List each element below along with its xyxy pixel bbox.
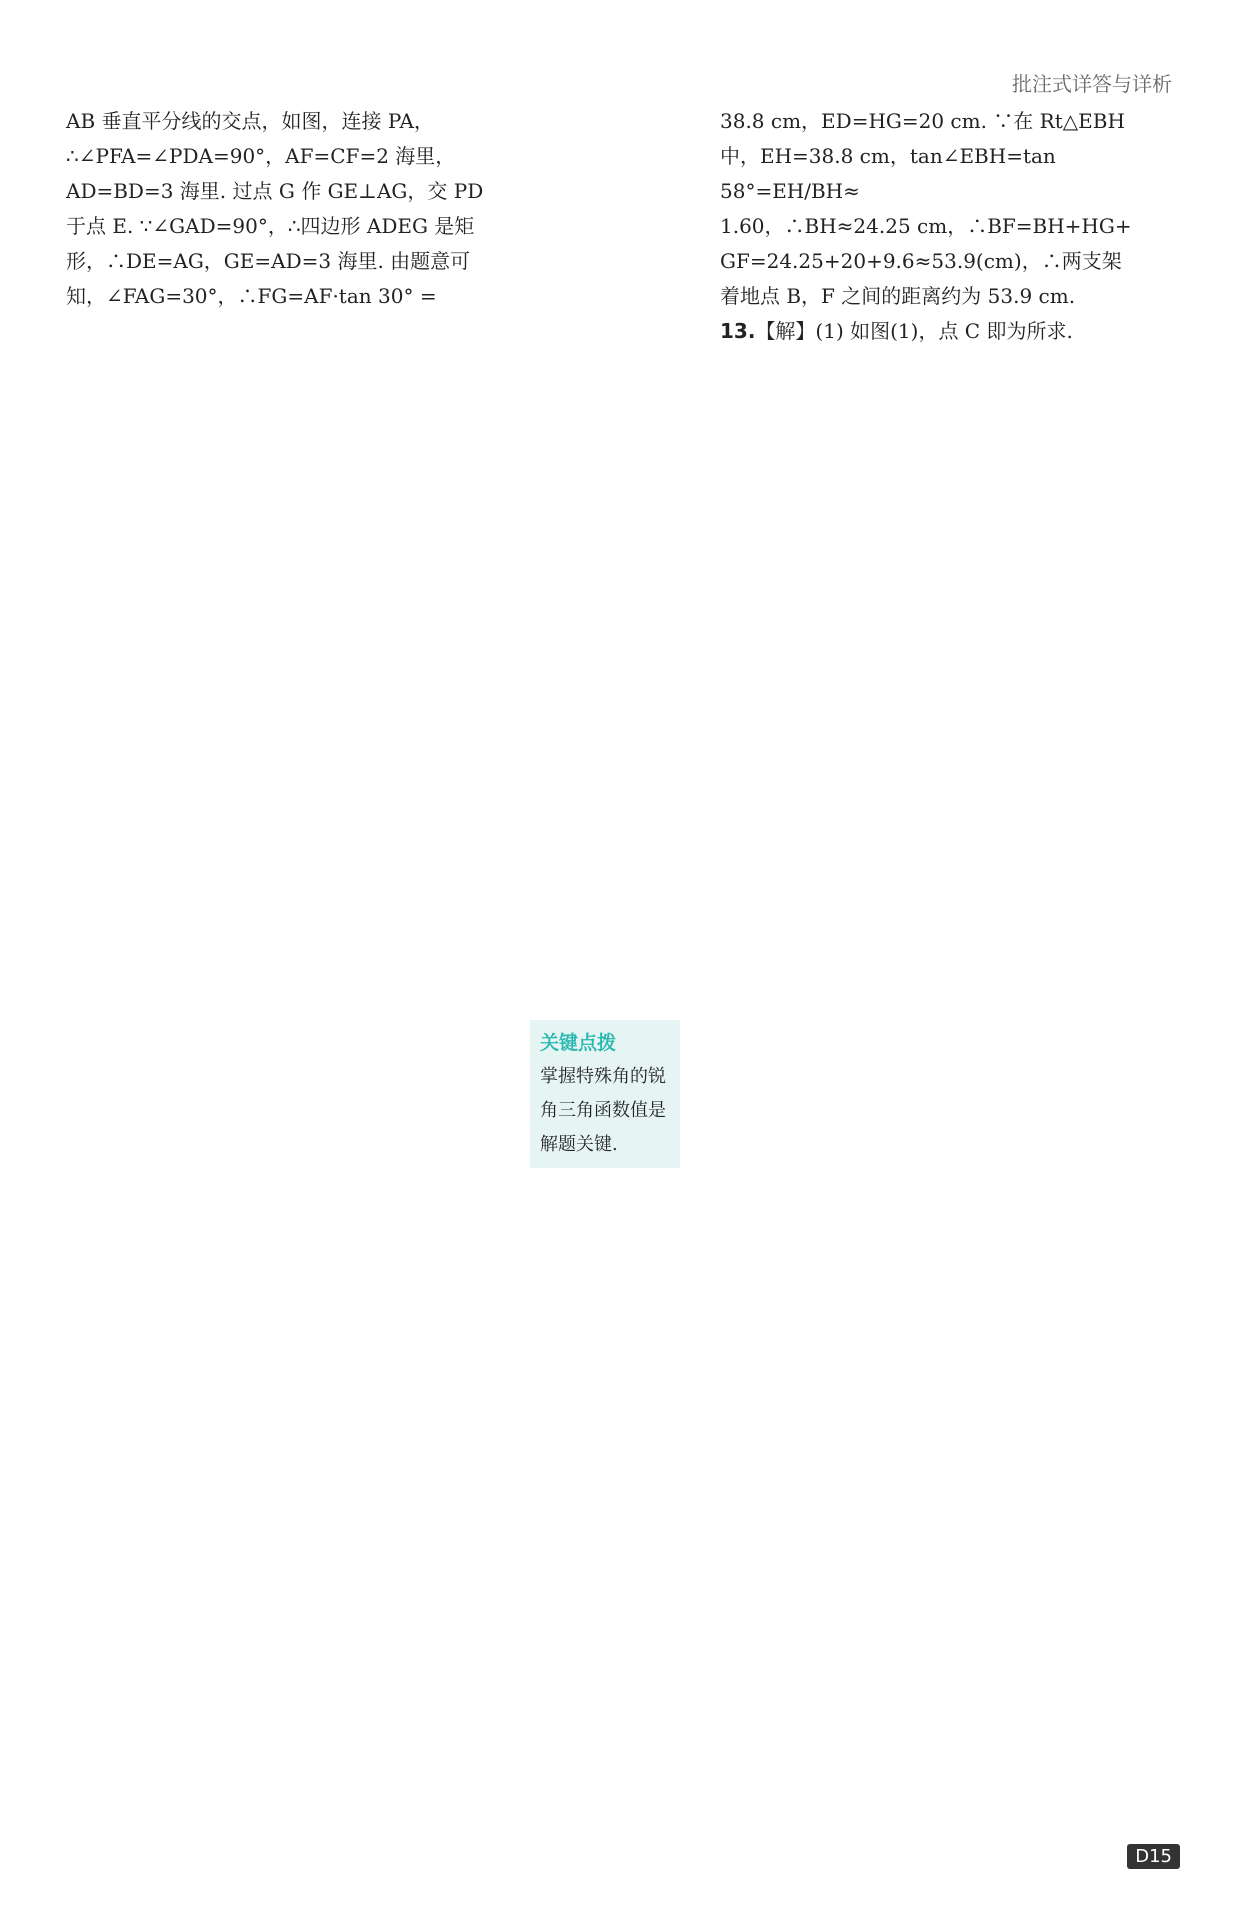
left-column — [66, 104, 526, 314]
q13-number: 13. — [720, 319, 756, 343]
text-line: 1.60，∴BH≈24.25 cm，∴BF=BH+HG+ — [720, 214, 1132, 238]
text-line: AB 垂直平分线的交点，如图，连接 PA， — [66, 109, 434, 133]
text-line: 知，∠FAG=30°，∴FG=AF·tan 30° = — [66, 284, 437, 308]
text-line: 形，∴DE=AG，GE=AD=3 海里. 由题意可 — [66, 249, 471, 273]
text-line: ∴∠PFA=∠PDA=90°，AF=CF=2 海里， — [66, 144, 456, 168]
q13-line — [720, 314, 1180, 349]
page-number: D15 — [1127, 1844, 1180, 1869]
text-line: 于点 E. ∵∠GAD=90°，∴四边形 ADEG 是矩 — [66, 214, 475, 238]
right-column — [720, 104, 1180, 349]
tip-text: 掌握特殊角的锐角三角函数值是解题关键. — [540, 1066, 666, 1155]
text-line: 中，EH=38.8 cm，tan∠EBH=tan 58°=EH/BH≈ — [720, 144, 1056, 203]
tip-title: 关键点拨 — [540, 1032, 617, 1054]
text-line: GF=24.25+20+9.6≈53.9(cm)，∴两支架 — [720, 249, 1122, 273]
q13-text: 【解】(1) 如图(1)，点 C 即为所求. — [755, 319, 1073, 343]
page-header: 批注式详答与详析 — [1012, 72, 1172, 96]
tip-box — [530, 1020, 680, 1168]
text-line: 38.8 cm，ED=HG=20 cm. ∵在 Rt△EBH — [720, 109, 1125, 133]
text-line: 着地点 B，F 之间的距离约为 53.9 cm. — [720, 284, 1076, 308]
text-line: AD=BD=3 海里. 过点 G 作 GE⊥AG，交 PD — [66, 179, 484, 203]
